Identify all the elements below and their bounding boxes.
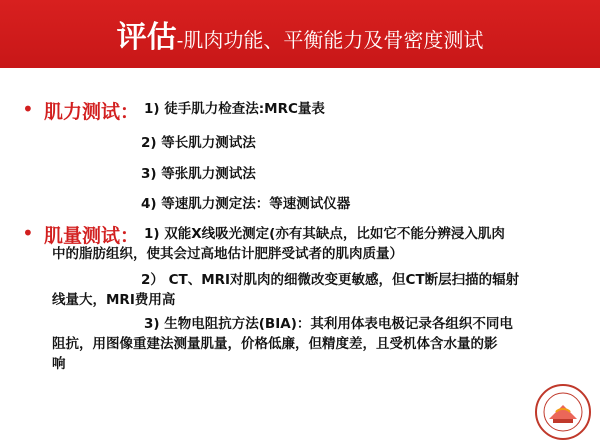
mass-item-1-line2: 中的脂肪组织，使其会过高地估计肥胖受试者的肌肉质量） xyxy=(52,246,403,262)
strength-item-3: 3) 等张肌力测试法 xyxy=(141,166,256,182)
title-sub: -肌肉功能、平衡能力及骨密度测试 xyxy=(176,28,484,52)
bullet-icon: • xyxy=(22,97,34,121)
mass-item-3-line3: 响 xyxy=(52,356,66,372)
mass-lead: 肌量测试： xyxy=(44,225,140,247)
title-main: 评估 xyxy=(116,20,177,55)
strength-lead: 肌力测试： xyxy=(44,101,140,123)
mass-item-3-line2: 阻抗，用图像重建法测量肌量，价格低廉，但精度差，且受机体含水量的影 xyxy=(52,336,498,352)
strength-item-2: 2) 等长肌力测试法 xyxy=(141,135,256,151)
strength-item-4: 4) 等速肌力测定法：等速测试仪器 xyxy=(141,196,351,212)
mass-item-1-line1: 1) 双能X线吸光测定(亦有其缺点，比如它不能分辨浸入肌肉 xyxy=(144,226,505,242)
slide-header xyxy=(0,0,600,68)
bullet-icon: • xyxy=(22,221,34,245)
slide-title xyxy=(0,12,600,56)
mass-item-2-line1: 2） CT、MRI对肌肉的细微改变更敏感，但CT断层扫描的辐射 xyxy=(141,272,520,288)
slide-body xyxy=(0,68,600,447)
university-seal-icon xyxy=(534,383,592,441)
mass-item-3-line1: 3) 生物电阻抗方法(BIA)：其利用体表电极记录各组织不同电 xyxy=(144,316,513,332)
strength-item-1: 1) 徒手肌力检查法:MRC量表 xyxy=(144,101,325,117)
mass-item-2-line2: 线量大，MRI费用高 xyxy=(52,292,176,308)
